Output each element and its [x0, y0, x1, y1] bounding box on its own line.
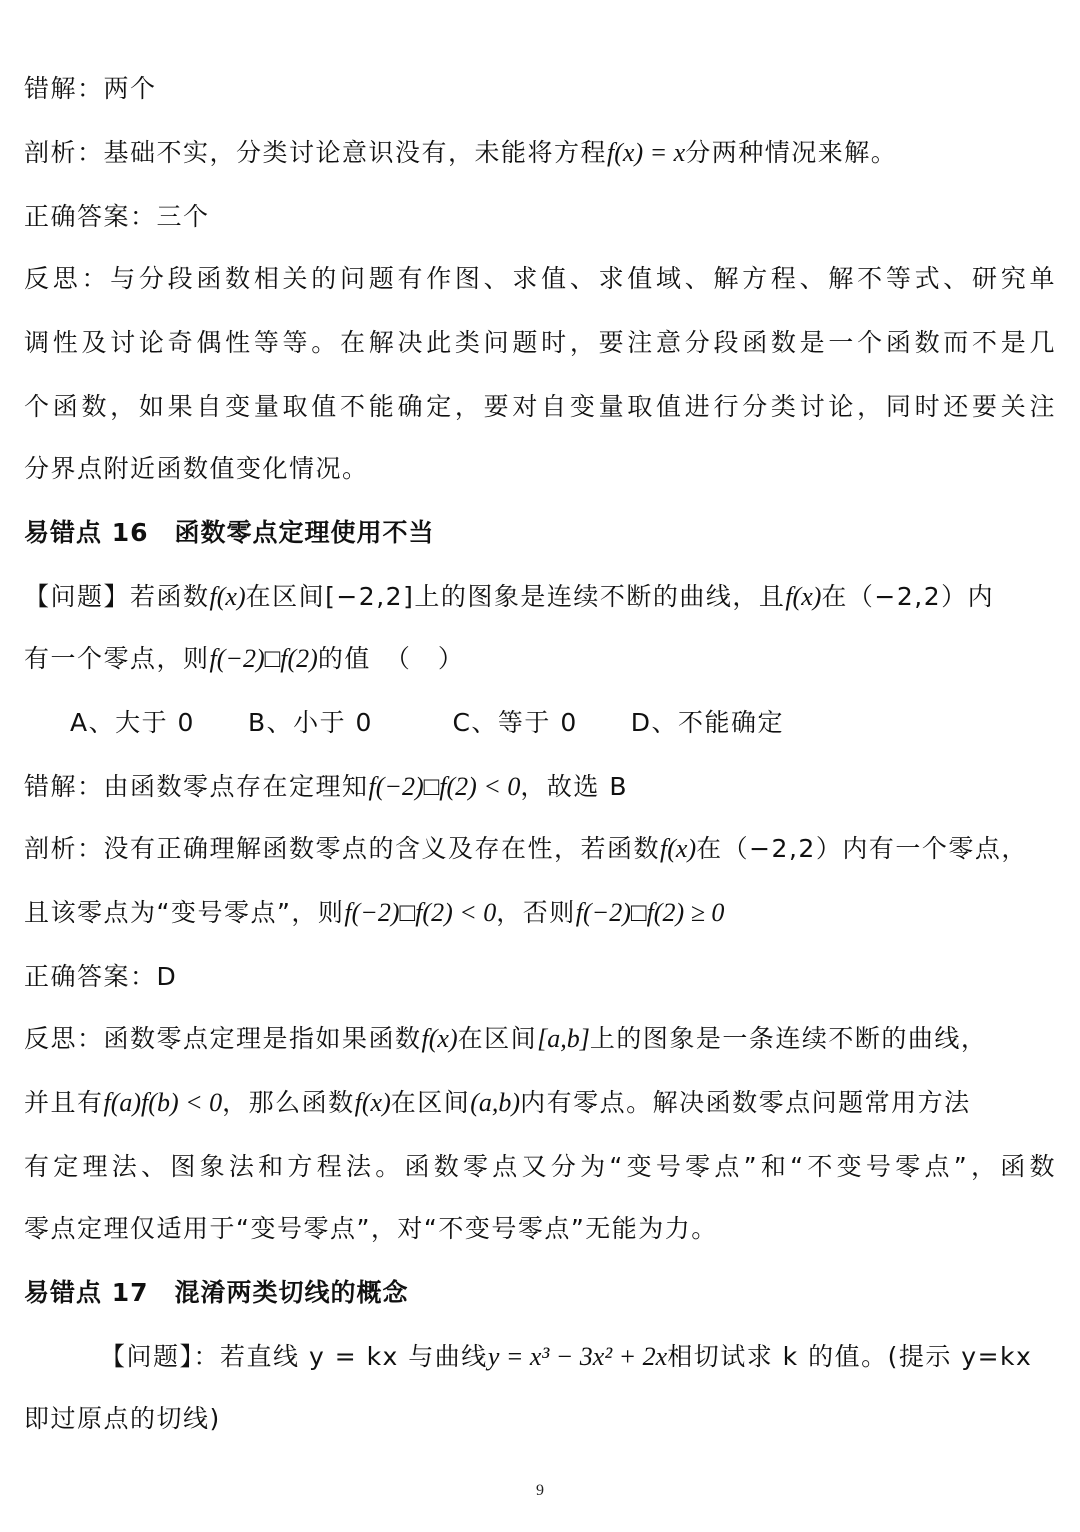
question-17-text-b: 相切试求 k 的值。(提示 y=kx — [667, 1342, 1033, 1371]
reflect-16-text-b: 在区间 — [457, 1024, 538, 1053]
math-fx: f(x) — [660, 834, 697, 863]
reflect-16-text-g: 内有零点。解决函数零点问题常用方法 — [520, 1088, 971, 1117]
question-16-text-e: 的值 （ ） — [317, 644, 465, 673]
reflect-16-text-d: 并且有 — [24, 1088, 104, 1117]
wrong-solution-text: 错解：两个 — [24, 74, 157, 103]
page-number: 9 — [536, 1482, 544, 1499]
math-greater-equal: f(−2)□f(2) ≥ 0 — [575, 898, 725, 927]
question-16-text-d: 有一个零点，则 — [24, 644, 210, 673]
reflection-line-2: 调性及讨论奇偶性等等。在解决此类问题时，要注意分段函数是一个函数而不是几 — [24, 328, 1056, 357]
reflection-16-line-1 — [24, 1022, 987, 1056]
analysis-16-text-c: 且该零点为“变号零点”，则 — [24, 898, 345, 927]
question-16-line-2 — [24, 642, 464, 676]
reflect-16-text-c: 上的图象是一条连续不断的曲线， — [589, 1024, 988, 1053]
question-16-text-c: 在（−2,2）内 — [821, 582, 995, 611]
math-product: f(−2)□f(2) — [209, 644, 318, 673]
reflection-line-4: 分界点附近函数值变化情况。 — [24, 454, 369, 483]
question-17-line-1 — [100, 1340, 1032, 1374]
reflection-line-1: 反思：与分段函数相关的问题有作图、求值、求值域、解方程、解不等式、研究单 — [24, 264, 1056, 293]
math-fx: f(x) — [421, 1024, 458, 1053]
equation-fx-eq-x: f(x) = x — [607, 138, 686, 167]
math-wrong-inequality: f(−2)□f(2) < 0 — [368, 772, 521, 801]
question-16-text-b: 在区间[−2,2]上的图象是连续不断的曲线，且 — [245, 582, 786, 611]
math-fafb: f(a)f(b) < 0 — [103, 1088, 223, 1117]
question-16-text-a: 【问题】若函数 — [24, 582, 210, 611]
analysis-line — [24, 136, 897, 170]
reflection-line-3: 个函数，如果自变量取值不能确定，要对自变量取值进行分类讨论，同时还要关注 — [24, 392, 1056, 421]
section-17-heading: 易错点 17 混淆两类切线的概念 — [24, 1278, 409, 1307]
reflection-16-line-2 — [24, 1086, 971, 1120]
analysis-16-text-a: 剖析：没有正确理解函数零点的含义及存在性，若函数 — [24, 834, 661, 863]
question-17-text-a: 【问题】：若直线 y = kx 与曲线 — [100, 1342, 488, 1371]
section-16-heading: 易错点 16 函数零点定理使用不当 — [24, 518, 435, 547]
wrong-solution-16 — [24, 770, 628, 804]
math-closed-interval: [a,b] — [537, 1024, 590, 1053]
question-16-options: A、大于 0 B、小于 0 C、等于 0 D、不能确定 — [70, 708, 785, 737]
reflect-16-text-a: 反思：函数零点定理是指如果函数 — [24, 1024, 422, 1053]
math-fx: f(x) — [785, 582, 822, 611]
correct-answer-16: 正确答案：D — [24, 962, 178, 991]
analysis-16-text-b: 在（−2,2）内有一个零点， — [696, 834, 1028, 863]
reflect-16-text-e: ，那么函数 — [222, 1088, 355, 1117]
reflect-16-text-f: 在区间 — [390, 1088, 471, 1117]
analysis-16-line-1 — [24, 832, 1028, 866]
reflection-16-line-3: 有定理法、图象法和方程法。函数零点又分为“变号零点”和“不变号零点”，函数 — [24, 1152, 1056, 1181]
correct-answer-text: 正确答案：三个 — [24, 202, 210, 231]
math-fx: f(x) — [354, 1088, 391, 1117]
analysis-text: 剖析：基础不实，分类讨论意识没有，未能将方程 — [24, 138, 608, 167]
math-fx: f(x) — [209, 582, 246, 611]
question-17-line-2: 即过原点的切线) — [24, 1404, 221, 1433]
wrong-16-text-a: 错解：由函数零点存在定理知 — [24, 772, 369, 801]
reflection-16-line-4: 零点定理仅适用于“变号零点”，对“不变号零点”无能为力。 — [24, 1214, 718, 1243]
math-less-than: f(−2)□f(2) < 0 — [344, 898, 497, 927]
wrong-16-text-b: ，故选 B — [520, 772, 628, 801]
math-open-interval: (a,b) — [470, 1088, 521, 1117]
wrong-solution-line — [24, 72, 157, 106]
analysis-text-end: 分两种情况来解。 — [685, 138, 898, 167]
correct-answer-line — [24, 200, 210, 234]
question-16-line-1 — [24, 580, 994, 614]
analysis-16-line-2 — [24, 896, 724, 930]
analysis-16-text-d: ，否则 — [496, 898, 576, 927]
math-curve: y = x³ − 3x² + 2x — [487, 1342, 668, 1371]
